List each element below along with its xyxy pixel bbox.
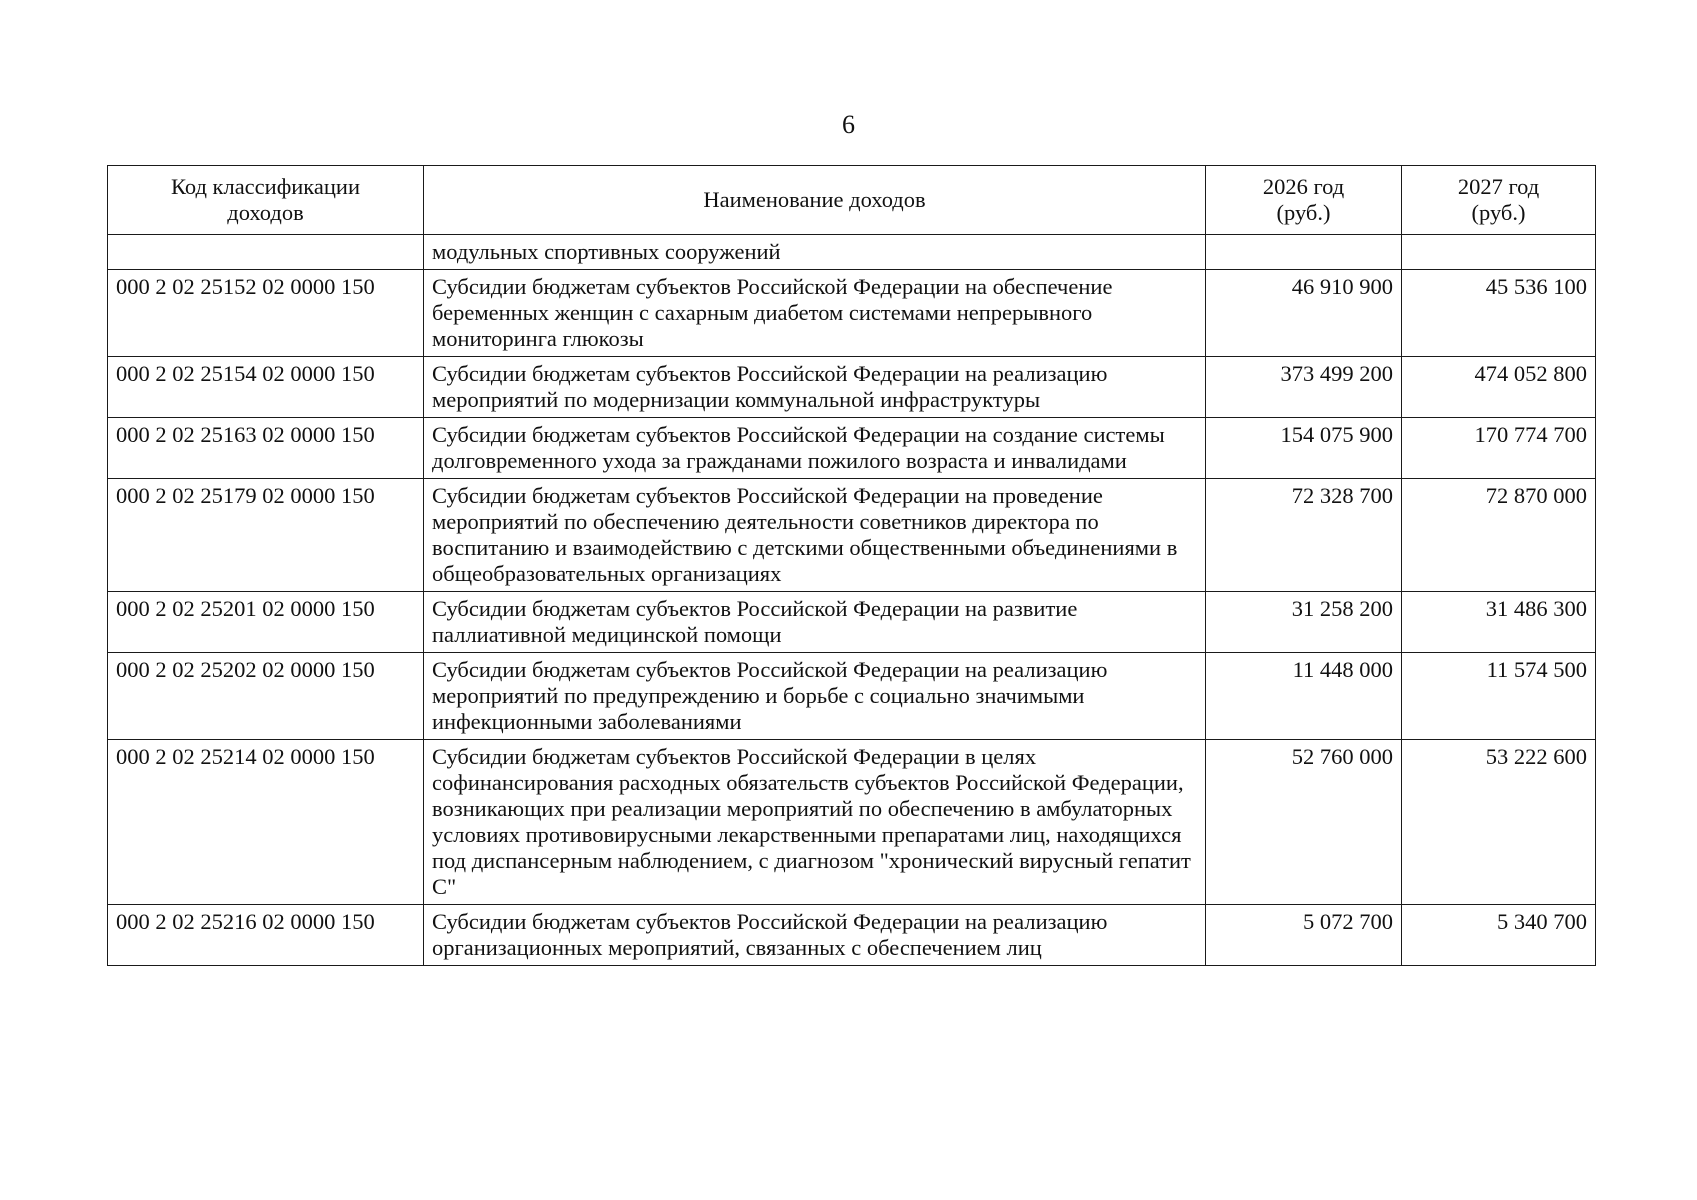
income-code: 000 2 02 25214 02 0000 150: [108, 740, 424, 905]
table-row: [108, 418, 1596, 479]
table-row: [108, 357, 1596, 418]
amount-2026: 5 072 700: [1206, 905, 1402, 966]
income-code: 000 2 02 25154 02 0000 150: [108, 357, 424, 418]
amount-2027: 170 774 700: [1402, 418, 1596, 479]
income-name: Субсидии бюджетам субъектов Российской Федерации на реализацию мероприятий по предупреждению и борьбе с социально значимыми инфекционными заболеваниями: [424, 653, 1206, 740]
header-name: Наименование доходов: [424, 166, 1206, 235]
amount-2027: 11 574 500: [1402, 653, 1596, 740]
header-code-line-1: Код классификации: [170, 174, 361, 199]
amount-2027: [1402, 235, 1596, 270]
table-row: [108, 235, 1596, 270]
income-name: Субсидии бюджетам субъектов Российской Федерации на обеспечение беременных женщин с сахарным диабетом системами непрерывного мониторинга глюкозы: [424, 270, 1206, 357]
income-code: 000 2 02 25202 02 0000 150: [108, 653, 424, 740]
amount-2027: 474 052 800: [1402, 357, 1596, 418]
amount-2026: 373 499 200: [1206, 357, 1402, 418]
income-name: Субсидии бюджетам субъектов Российской Федерации на реализацию организационных мероприятий, связанных с обеспечением лиц: [424, 905, 1206, 966]
income-name: Субсидии бюджетам субъектов Российской Федерации на создание системы долговременного ухода за гражданами пожилого возраста и инвалидами: [424, 418, 1206, 479]
income-code: 000 2 02 25163 02 0000 150: [108, 418, 424, 479]
table-row: [108, 740, 1596, 905]
table-row: [108, 592, 1596, 653]
table-row: [108, 653, 1596, 740]
amount-2027: 53 222 600: [1402, 740, 1596, 905]
header-2026-line-2: (руб.): [1276, 200, 1331, 225]
amount-2027: 5 340 700: [1402, 905, 1596, 966]
header-code-line-2: доходов: [227, 200, 304, 225]
amount-2027: 72 870 000: [1402, 479, 1596, 592]
income-code: 000 2 02 25201 02 0000 150: [108, 592, 424, 653]
amount-2026: 72 328 700: [1206, 479, 1402, 592]
income-name: модульных спортивных сооружений: [424, 235, 1206, 270]
income-name: Субсидии бюджетам субъектов Российской Федерации на развитие паллиативной медицинской помощи: [424, 592, 1206, 653]
table-row: [108, 479, 1596, 592]
income-code: 000 2 02 25152 02 0000 150: [108, 270, 424, 357]
table-header-row: [108, 166, 1596, 235]
income-table: [107, 165, 1596, 966]
table-row: [108, 905, 1596, 966]
header-2027: [1402, 166, 1596, 235]
amount-2027: 45 536 100: [1402, 270, 1596, 357]
income-name: Субсидии бюджетам субъектов Российской Федерации на реализацию мероприятий по модернизации коммунальной инфраструктуры: [424, 357, 1206, 418]
income-code: [108, 235, 424, 270]
amount-2026: 11 448 000: [1206, 653, 1402, 740]
header-2026-line-1: 2026 год: [1262, 174, 1345, 199]
header-2026: [1206, 166, 1402, 235]
table-row: [108, 270, 1596, 357]
amount-2026: 31 258 200: [1206, 592, 1402, 653]
header-2027-line-2: (руб.): [1471, 200, 1526, 225]
header-code: [108, 166, 424, 235]
amount-2026: 52 760 000: [1206, 740, 1402, 905]
header-2027-line-1: 2027 год: [1457, 174, 1540, 199]
income-code: 000 2 02 25179 02 0000 150: [108, 479, 424, 592]
income-name: Субсидии бюджетам субъектов Российской Федерации в целях софинансирования расходных обязательств субъектов Российской Федерации, возникающих при реализации мероприятий по обеспечению в амбулаторных условиях противовирусными лекарственными препаратами лиц, находящихся под диспансерным наблюдением, с диагнозом "хронический вирусный гепатит С": [424, 740, 1206, 905]
amount-2026: 154 075 900: [1206, 418, 1402, 479]
income-name: Субсидии бюджетам субъектов Российской Федерации на проведение мероприятий по обеспечению деятельности советников директора по воспитанию и взаимодействию с детскими общественными объединениями в общеобразовательных организациях: [424, 479, 1206, 592]
amount-2026: 46 910 900: [1206, 270, 1402, 357]
income-code: 000 2 02 25216 02 0000 150: [108, 905, 424, 966]
page-number: 6: [842, 110, 855, 139]
amount-2027: 31 486 300: [1402, 592, 1596, 653]
amount-2026: [1206, 235, 1402, 270]
